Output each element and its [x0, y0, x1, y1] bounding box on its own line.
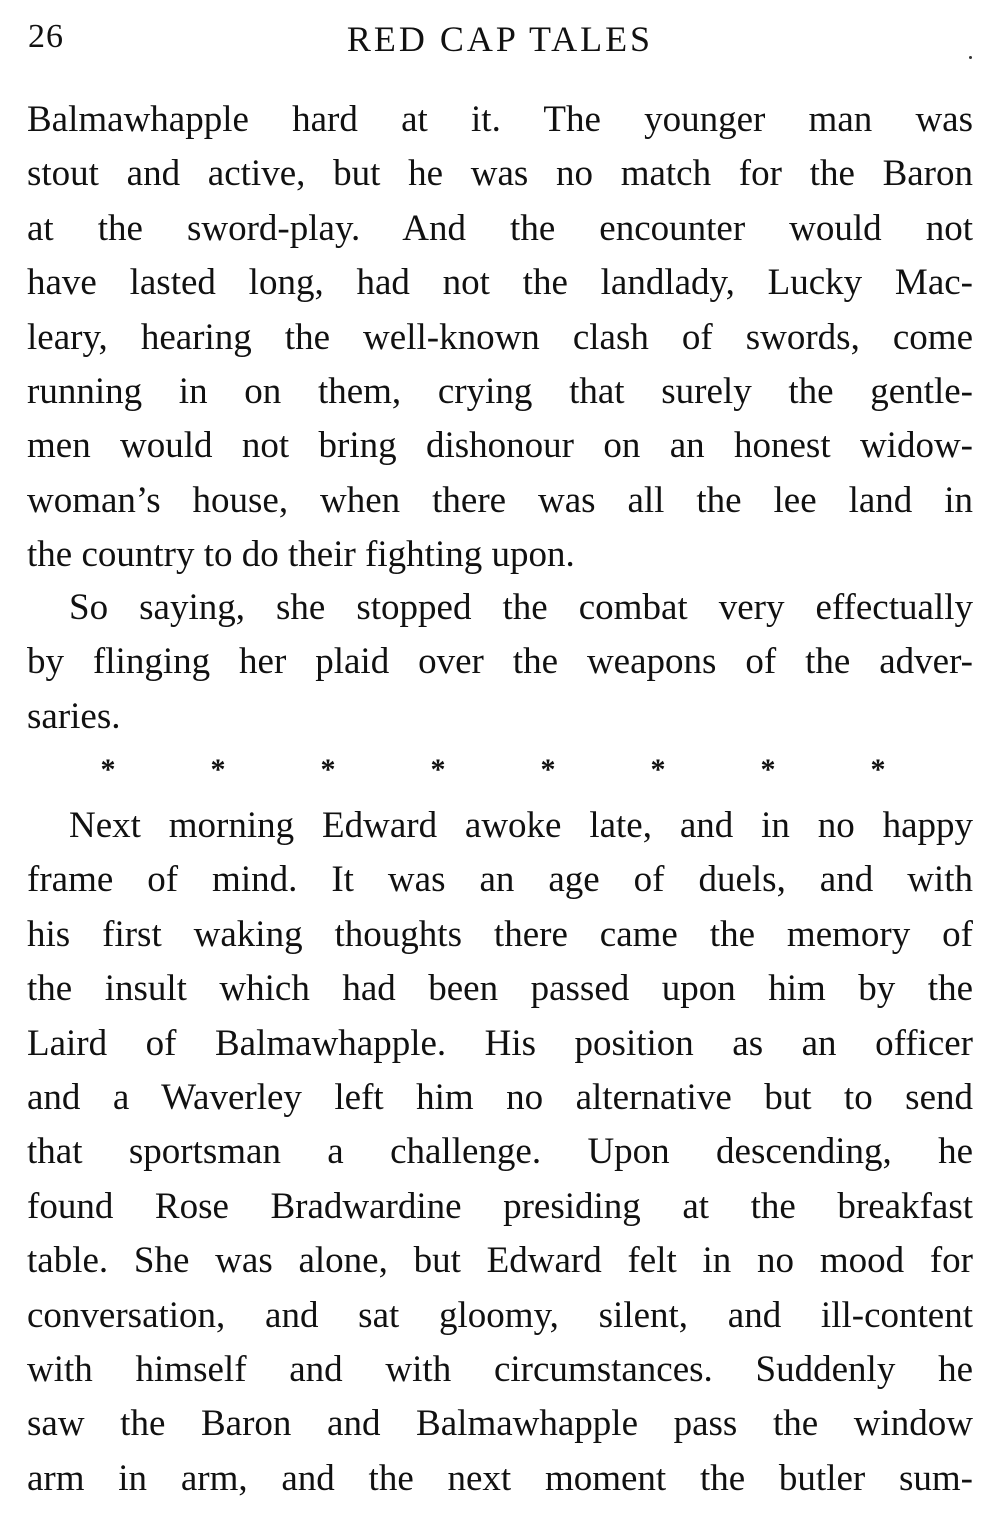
paragraph-2 [27, 581, 973, 744]
asterism-star: * [100, 753, 116, 786]
text-line: that sportsman a challenge. Upon descending, he [27, 1131, 973, 1173]
text-line: have lasted long, had not the landlady, Lucky Mac- [27, 262, 973, 304]
text-line: Laird of Balmawhapple. His position as an officer [27, 1022, 973, 1064]
asterism-star: * [540, 753, 556, 786]
text-line: saries. [27, 695, 121, 737]
text-line: at the sword-play. And the encounter would not [27, 207, 973, 249]
text-line: the country to do their fighting upon. [27, 534, 575, 576]
asterism-star: * [870, 753, 886, 786]
text-line: stout and active, but he was no match for the Baron [27, 153, 973, 195]
print-speck [969, 56, 972, 59]
book-title: RED CAP TALES [346, 19, 654, 59]
asterism-star: * [760, 753, 776, 786]
text-line: conversation, and sat gloomy, silent, and ill-content [27, 1294, 973, 1336]
asterism-star: * [430, 753, 446, 786]
text-line: the insult which had been passed upon him by the [27, 968, 973, 1010]
text-line: with himself and with circumstances. Suddenly he [27, 1348, 973, 1390]
running-head [28, 14, 972, 64]
text-line: and a Waverley left him no alternative but to send [27, 1076, 973, 1118]
paragraph-3 [27, 799, 973, 1506]
text-line: table. She was alone, but Edward felt in no mood for [27, 1240, 973, 1282]
text-line: So saying, she stopped the combat very effectually [69, 587, 973, 628]
text-line: woman’s house, when there was all the lee land in [27, 479, 973, 521]
text-line: by flinging her plaid over the weapons of the adver- [27, 641, 973, 683]
text-line: running in on them, crying that surely the gentle- [27, 370, 973, 412]
section-break [98, 750, 888, 790]
text-line: saw the Baron and Balmawhapple pass the window [27, 1403, 973, 1445]
text-line: men would not bring dishonour on an honest widow- [27, 425, 973, 467]
asterism-star: * [320, 753, 336, 786]
text-line: arm in arm, and the next moment the butler sum- [27, 1457, 973, 1499]
paragraph-1 [27, 93, 973, 583]
text-line: found Rose Bradwardine presiding at the breakfast [27, 1185, 973, 1227]
asterism-star: * [210, 753, 226, 786]
text-line: his first waking thoughts there came the memory of [27, 913, 973, 955]
text-line: Balmawhapple hard at it. The younger man was [27, 99, 973, 140]
text-line: Next morning Edward awoke late, and in no happy [69, 805, 973, 846]
page-number: 26 [28, 18, 64, 55]
asterism-star: * [650, 753, 666, 786]
text-line: frame of mind. It was an age of duels, and with [27, 859, 973, 901]
text-line: leary, hearing the well-known clash of swords, come [27, 316, 973, 358]
